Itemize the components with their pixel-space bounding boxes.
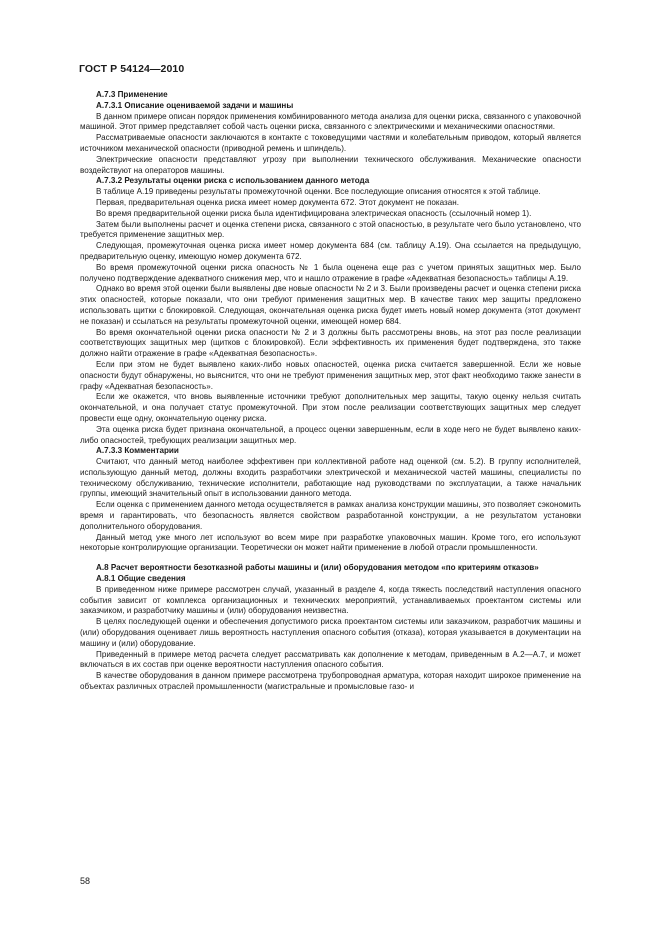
body-paragraph: Эта оценка риска будет признана окончательной, а процесс оценки завершенным, если в ходе него не будет выявлено каких-либо опасностей, требующих реализации защитных мер. <box>80 424 581 445</box>
body-paragraph: Приведенный в примере метод расчета следует рассматривать как дополнение к методам, приведенным в А.2—А.7, и может включаться в их состав при оценке вероятности наступления опасного события. <box>80 649 581 670</box>
body-paragraph: Во время промежуточной оценки риска опасность № 1 была оценена еще раз с учетом принятых защитных мер. Было получено подтверждение адекватного снижения мер, что и нашло отражение в графе «Адекватная безопасность» таблицы А.19. <box>80 262 581 283</box>
body-paragraph: Во время предварительной оценки риска была идентифицирована электрическая опасность (ссылочный номер 1). <box>96 208 532 218</box>
section-heading: А.7.3.1 Описание оцениваемой задачи и машины <box>96 100 294 110</box>
body-paragraph: Электрические опасности представляют угрозу при выполнении технического обслуживания. Механические опасности воздействуют на операторов машины. <box>80 154 581 175</box>
body-paragraph: Если же окажется, что вновь выявленные источники требуют дополнительных мер защиты, такую оценку нельзя считать окончательной, и она получает статус промежуточной. При этом после реализации соответствующих защитных мер следует провести еще одну, окончательную оценку риска. <box>80 392 581 423</box>
body-paragraph: В качестве оборудования в данном примере рассмотрена трубопроводная арматура, которая находит широкое применение на объектах различных отраслей промышленности (магистральные и промысловые газо- и <box>80 671 581 692</box>
body-paragraph: Если оценка с применением данного метода осуществляется в рамках анализа конструкции машины, это позволяет сэкономить время и гарантировать, что безопасность является свойством разработанной конструкции, а не результатом установки дополнительного оборудования. <box>80 500 581 531</box>
body-paragraph: Считают, что данный метод наиболее эффективен при коллективной работе над оценкой (см. 5.2). В группу исполнителей, использующую данный метод, должны входить разработчики электрической и механической частей машины, специалисты по техническому обслуживанию, технические исполнители, работающие над руководствами по эксплуатации, а также начальник группы, имеющий значительный опыт в использовании данного метода. <box>80 457 581 499</box>
standard-header: ГОСТ Р 54124—2010 <box>79 63 185 75</box>
body-paragraph: В приведенном ниже примере рассмотрен случай, указанный в разделе 4, когда тяжесть последствий наступления опасного события зависит от комплекса организационных и технических мероприятий, устанавливаемых проектантом системы или заказчиком, и разработчику машины и (или) оборудования неизвестна. <box>80 584 581 616</box>
section-heading: А.7.3 Применение <box>96 90 168 99</box>
body-paragraph: Однако во время этой оценки были выявлены две новые опасности № 2 и 3. Были произведены расчет и оценка степени риска этих опасностей, которые показали, что они требуют применения защитных мер. В качестве таких мер защиты предложено использовать щитки с блокировкой. Следующая, окончательная оценка риска будет иметь новый номер документа (этот документ не показан) и ссылаться на результаты промежуточной оценки, имеющей номер 684. <box>80 284 581 326</box>
body-paragraph: Данный метод уже много лет используют во всем мире при разработке упаковочных машин. Кроме того, его используют некоторые контролирующие организации. Теоретически он может найти применение в любой отрасли промышленности. <box>80 532 581 553</box>
body-paragraph: В данном примере описан порядок применения комбинированного метода анализа для оценки риска, связанного с упаковочной машиной. Этот пример представляет собой часть оценки риска, связанного с электрическими и механическими опасностями. <box>80 111 581 132</box>
section-heading: А.7.3.2 Результаты оценки риска с использованием данного метода <box>96 176 370 186</box>
body-paragraph: В таблице А.19 приведены результаты промежуточной оценки. Все последующие описания относятся к этой таблице. <box>96 187 541 197</box>
page-number: 58 <box>80 876 91 886</box>
body-paragraph: Следующая, промежуточная оценка риска имеет номер документа 684 (см. таблицу А.19). Она ссылается на предыдущую, предварительную оценку, имеющую номер документа 672. <box>80 241 581 261</box>
body-paragraph: Первая, предварительная оценка риска имеет номер документа 672. Этот документ не показан. <box>96 197 459 207</box>
body-paragraph: Во время окончательной оценки риска опасности № 2 и 3 должны быть рассмотрены вновь, на этот раз после реализации соответствующих защитных мер (щитков с блокировкой). Если эффективность их применения будет подтверждена, это также должно найти отражение в графе «Адекватная безопасность». <box>80 327 581 359</box>
section-heading: А.7.3.3 Комментарии <box>96 446 179 456</box>
document-body <box>80 90 581 693</box>
section-heading: А.8.1 Общие сведения <box>96 574 186 584</box>
body-paragraph: В целях последующей оценки и обеспечения допустимого риска проектантом системы или заказчиком, разработчик машины и (или) оборудования оценивает лишь вероятность наступления опасного события (отказа), которая указывается в документации на машину и (или) оборудование. <box>80 617 581 648</box>
body-paragraph: Если при этом не будет выявлено каких-либо новых опасностей, оценка риска считается завершенной. Если же новые опасности будут обнаружены, но выяснится, что они не требуют применения защитных мер, этот факт необходимо также занести в графу «Адекватная безопасность». <box>80 359 581 391</box>
body-paragraph: Рассматриваемые опасности заключаются в контакте с токоведущими частями и колебательным приводом, который является источником механической опасности (приводной ремень и шпиндель). <box>80 133 581 153</box>
body-paragraph: Затем были выполнены расчет и оценка степени риска, связанного с этой опасностью, в результате чего было установлено, что требуется применение защитных мер. <box>80 219 581 240</box>
section-title: А.8 Расчет вероятности безотказной работы машины и (или) оборудования методом «по критериям отказов» <box>96 563 539 573</box>
